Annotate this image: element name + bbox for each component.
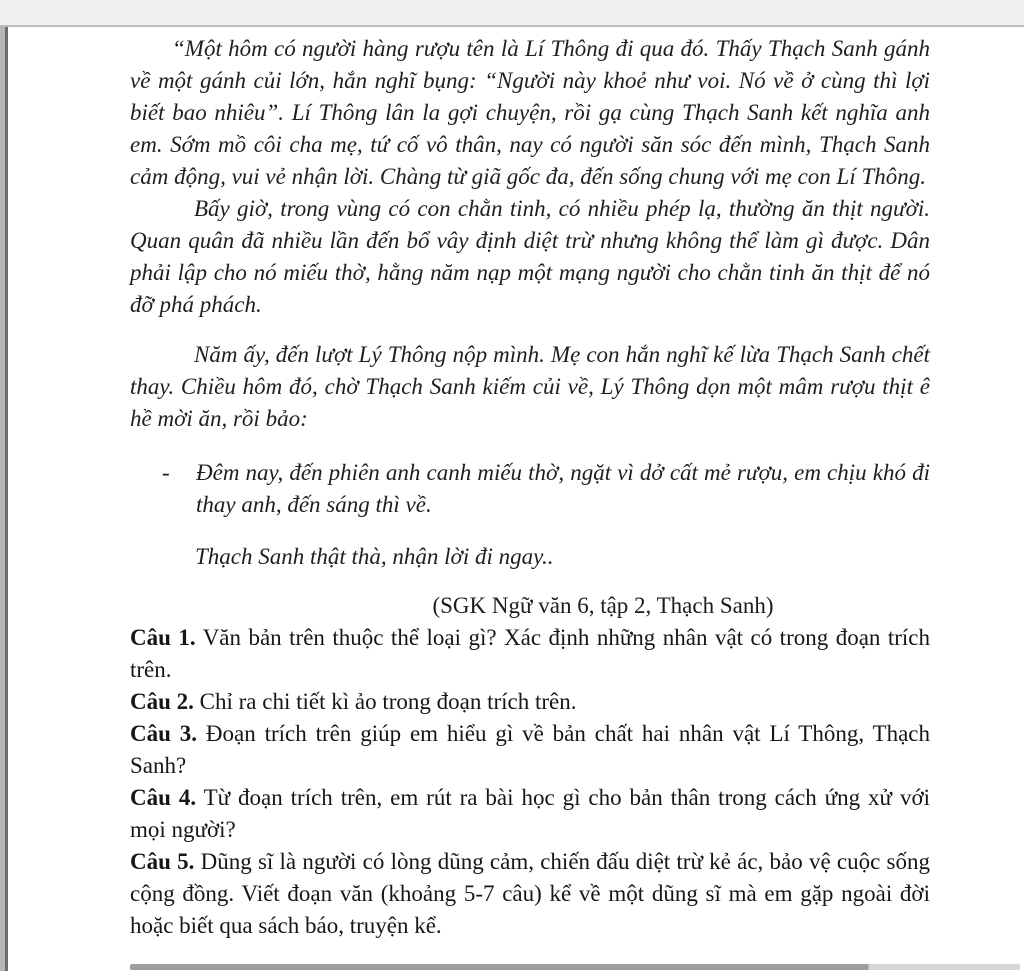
question-5 <box>130 846 930 942</box>
dialogue-bullet-text: Đêm nay, đến phiên anh canh miếu thờ, ngặt vì dở cất mẻ rượu, em chịu khó đi thay anh, đến sáng thì về. <box>196 460 930 517</box>
question-5-text: Dũng sĩ là người có lòng dũng cảm, chiến đấu diệt trừ kẻ ác, bảo vệ cuộc sống cộng đồng. Viết đoạn văn (khoảng 5-7 câu) kể về một dũng sĩ mà em gặp ngoài đời hoặc biết qua sách báo, truyện kể. <box>130 849 930 938</box>
closing-line: Thạch Sanh thật thà, nhận lời đi ngay.. <box>195 544 554 569</box>
excerpt-paragraph-2: Bấy giờ, trong vùng có con chằn tinh, có nhiều phép lạ, thường ăn thịt người. Quan quân đã nhiều lần đến bổ vây định diệt trừ nhưng không thể làm gì được. Dân phải lập cho nó miếu thờ, hằng năm nạp một mạng người cho chằn tinh ăn thịt để nó đỡ phá phách. <box>130 196 930 317</box>
question-1 <box>130 622 930 686</box>
question-1-label: Câu 1. <box>130 625 196 650</box>
bullet-dash: - <box>162 460 170 485</box>
dialogue-bullet-item <box>130 457 930 521</box>
questions-section <box>130 622 930 942</box>
question-4-label: Câu 4. <box>130 785 197 810</box>
top-strip <box>0 0 1024 27</box>
page-content <box>130 27 930 942</box>
question-3 <box>130 718 930 782</box>
question-4-text: Từ đoạn trích trên, em rút ra bài học gì cho bản thân trong cách ứng xử với mọi người? <box>130 785 930 842</box>
question-3-label: Câu 3. <box>130 721 198 746</box>
question-2-text: Chỉ ra chi tiết kì ảo trong đoạn trích trên. <box>199 689 577 714</box>
excerpt-paragraph-3: Năm ấy, đến lượt Lý Thông nộp mình. Mẹ con hắn nghĩ kế lừa Thạch Sanh chết thay. Chiều hôm đó, chờ Thạch Sanh kiếm củi về, Lý Thông dọn một mâm rượu thịt ê hề mời ăn, rồi bảo: <box>130 342 930 431</box>
excerpt-paragraph-1: “Một hôm có người hàng rượu tên là Lí Thông đi qua đó. Thấy Thạch Sanh gánh về một gánh củi lớn, hắn nghĩ bụng: “Người này khoẻ như voi. Nó về ở cùng thì lợi biết bao nhiêu”. Lí Thông lân la gợi chuyện, rồi gạ cùng Thạch Sanh kết nghĩa anh em. Sớm mồ côi cha mẹ, tứ cố vô thân, nay có người săn sóc đến mình, Thạch Sanh cảm động, vui vẻ nhận lời. Chàng từ giã gốc đa, đến sống chung với mẹ con Lí Thông. <box>130 36 930 189</box>
question-5-label: Câu 5. <box>130 849 195 874</box>
question-2-label: Câu 2. <box>130 689 194 714</box>
question-1-text: Văn bản trên thuộc thể loại gì? Xác định những nhân vật có trong đoạn trích trên. <box>130 625 931 682</box>
source-citation: (SGK Ngữ văn 6, tập 2, Thạch Sanh) <box>432 593 774 618</box>
cutoff-next-line <box>130 964 1020 970</box>
page-left-edge <box>0 27 9 971</box>
question-3-text: Đoạn trích trên giúp em hiểu gì về bản chất hai nhân vật Lí Thông, Thạch Sanh? <box>130 721 931 778</box>
question-2 <box>130 686 930 718</box>
question-4 <box>130 782 930 846</box>
